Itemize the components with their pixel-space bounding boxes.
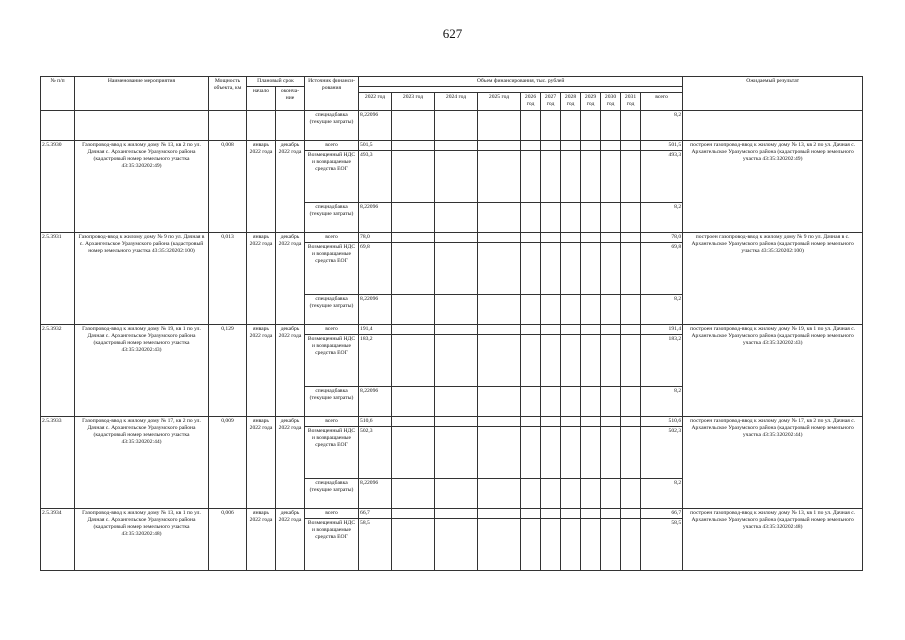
empty-year-cell	[621, 335, 641, 387]
value-total: 8,2	[641, 111, 683, 141]
empty-year-cell	[521, 479, 541, 509]
empty-year-cell	[561, 203, 581, 233]
empty-year-cell	[521, 233, 541, 243]
header-year: 2031 год	[621, 93, 641, 111]
entry-name: Газопровод-ввод к жилому дому № 13, кв 1 по ул. Дачная с. Архангельское Уразумского района (кадастровый номер земельного участка 43:35:320202:48)	[75, 509, 209, 571]
table-row	[41, 417, 863, 427]
header-year: 2024 год	[435, 93, 478, 111]
source-cell: всего	[305, 509, 359, 519]
empty-year-cell	[541, 417, 561, 427]
value-total: 501,5	[641, 141, 683, 151]
empty-year-cell	[621, 243, 641, 295]
value-total: 493,3	[641, 151, 683, 203]
empty-year-cell	[621, 519, 641, 571]
empty-year-cell	[581, 295, 601, 325]
table-row	[41, 141, 863, 151]
empty-year-cell	[601, 325, 621, 335]
header-num: № п/п	[41, 77, 75, 111]
value-2022: 69,8	[359, 243, 392, 295]
header-start: начало	[247, 87, 276, 111]
entry-name: Газопровод-ввод к жилому дому № 9 по ул. Дачная в с. Архангельское Уразумского района (кадастровый номер земельного участка 43:35:320202:100)	[75, 233, 209, 325]
empty-year-cell	[541, 387, 561, 417]
empty-year-cell	[621, 295, 641, 325]
entry-result: построен газопровод-ввод к жилому дому № 13, кв 1 по ул. Дачная с. Архангельское Уразумского района (кадастровый номер земельного участка 43:35:320202:48)	[683, 509, 863, 571]
source-cell: спецнадбавка (текущие затраты)	[305, 387, 359, 417]
value-2022: 493,3	[359, 151, 392, 203]
source-cell: спецнадбавка (текущие затраты)	[305, 203, 359, 233]
empty-year-cell	[435, 427, 478, 479]
continuation-row	[41, 111, 863, 141]
empty-year-cell	[478, 387, 521, 417]
empty-year-cell	[435, 233, 478, 243]
empty-year-cell	[392, 427, 435, 479]
empty-year-cell	[541, 151, 561, 203]
header-result: Ожидаемый результат	[683, 77, 863, 111]
entry-start: январь 2022 года	[247, 417, 276, 509]
empty-year-cell	[601, 203, 621, 233]
empty-year-cell	[392, 141, 435, 151]
empty-year-cell	[435, 479, 478, 509]
empty-year-cell	[435, 387, 478, 417]
empty-year-cell	[581, 427, 601, 479]
entry-result: построен газопровод-ввод к жилому дому № 9 по ул. Дачная в с. Архангельское Уразумского района (кадастровый номер земельного участка 43:35:320202:100)	[683, 233, 863, 325]
empty-year-cell	[581, 203, 601, 233]
value-total: 191,4	[641, 325, 683, 335]
entry-capacity: 0,013	[209, 233, 247, 325]
value-total: 69,8	[641, 243, 683, 295]
value-total: 66,7	[641, 509, 683, 519]
empty-year-cell	[601, 387, 621, 417]
table-row	[41, 509, 863, 519]
value-2022: 8,22096	[359, 111, 392, 141]
empty-year-cell	[601, 295, 621, 325]
page-number: 627	[442, 26, 463, 41]
empty-year-cell	[435, 519, 478, 571]
empty-year-cell	[561, 479, 581, 509]
entry-num: 2.5.3934	[41, 509, 75, 571]
value-total: 8,2	[641, 203, 683, 233]
empty-year-cell	[478, 335, 521, 387]
financing-table	[40, 76, 863, 571]
empty-year-cell	[392, 519, 435, 571]
empty-year-cell	[561, 325, 581, 335]
empty-year-cell	[601, 233, 621, 243]
header-term: Плановый срок	[247, 77, 305, 87]
entry-num: 2.5.3933	[41, 417, 75, 509]
empty-year-cell	[581, 417, 601, 427]
header-capacity: Мощность объекта, км	[209, 77, 247, 111]
empty-year-cell	[392, 243, 435, 295]
empty-year-cell	[621, 509, 641, 519]
header-year: 2028 год	[561, 93, 581, 111]
table-row	[41, 325, 863, 335]
empty-year-cell	[392, 509, 435, 519]
entry-capacity: 0,008	[209, 141, 247, 233]
empty-year-cell	[435, 295, 478, 325]
empty-year-cell	[561, 509, 581, 519]
empty-year-cell	[478, 295, 521, 325]
empty-year-cell	[521, 417, 541, 427]
source-cell: всего	[305, 325, 359, 335]
empty-year-cell	[581, 387, 601, 417]
entry-end: декабрь 2022 года	[276, 233, 305, 325]
empty-year-cell	[621, 325, 641, 335]
empty-year-cell	[521, 427, 541, 479]
source-cell: всего	[305, 141, 359, 151]
empty-year-cell	[521, 509, 541, 519]
entry-start: январь 2022 года	[247, 325, 276, 417]
value-2022: 510,6	[359, 417, 392, 427]
empty-year-cell	[561, 295, 581, 325]
source-cell: Возмещенный НДС и возвращаемые средства ЕОГ	[305, 427, 359, 479]
empty-year-cell	[601, 335, 621, 387]
header-year: 2030 год	[601, 93, 621, 111]
header-total: всего	[641, 93, 683, 111]
empty-year-cell	[601, 243, 621, 295]
empty-year-cell	[601, 519, 621, 571]
empty-year-cell	[621, 427, 641, 479]
empty-year-cell	[478, 427, 521, 479]
value-2022: 8,22096	[359, 479, 392, 509]
empty-year-cell	[581, 509, 601, 519]
empty-year-cell	[561, 233, 581, 243]
entry-num: 2.5.3930	[41, 141, 75, 233]
entry-result: построен газопровод-ввод к жилому дому № 19, кв 1 по ул. Дачная с. Архангельское Уразумского района (кадастровый номер земельного участка 43:35:320202:43)	[683, 325, 863, 417]
source-cell: Возмещенный НДС и возвращаемые средства ЕОГ	[305, 243, 359, 295]
empty-year-cell	[581, 519, 601, 571]
empty-year-cell	[601, 479, 621, 509]
header-year: 2022 год	[359, 93, 392, 111]
value-2022: 501,5	[359, 141, 392, 151]
empty-year-cell	[521, 151, 541, 203]
empty-year-cell	[521, 295, 541, 325]
empty-year-cell	[601, 417, 621, 427]
empty-year-cell	[581, 325, 601, 335]
empty-year-cell	[601, 509, 621, 519]
empty-year-cell	[435, 203, 478, 233]
empty-year-cell	[621, 203, 641, 233]
source-cell: всего	[305, 233, 359, 243]
entry-start: январь 2022 года	[247, 233, 276, 325]
table-row	[41, 233, 863, 243]
empty-year-cell	[478, 233, 521, 243]
empty-year-cell	[521, 243, 541, 295]
empty-year-cell	[541, 141, 561, 151]
empty-year-cell	[581, 243, 601, 295]
header-year: 2023 год	[392, 93, 435, 111]
empty-year-cell	[541, 519, 561, 571]
entry-start: январь 2022 года	[247, 141, 276, 233]
entry-result: построен газопровод-ввод к жилому дому № 13, кв 2 по ул. Дачная с. Архангельское Уразумского района (кадастровый номер земельного участка 43:35:320202:49)	[683, 141, 863, 233]
entry-name: Газопровод-ввод к жилому дому № 13, кв 2 по ул. Дачная с. Архангельское Уразумского района (кадастровый номер земельного участка 43:35:320202:49)	[75, 141, 209, 233]
empty-year-cell	[478, 479, 521, 509]
empty-year-cell	[621, 141, 641, 151]
source-cell: всего	[305, 417, 359, 427]
value-total: 510,6	[641, 417, 683, 427]
empty-year-cell	[541, 427, 561, 479]
empty-year-cell	[392, 233, 435, 243]
empty-year-cell	[392, 203, 435, 233]
empty-year-cell	[561, 335, 581, 387]
empty-year-cell	[581, 233, 601, 243]
value-total: 183,2	[641, 335, 683, 387]
value-2022: 58,5	[359, 519, 392, 571]
empty-year-cell	[392, 151, 435, 203]
empty-year-cell	[541, 335, 561, 387]
entry-start: январь 2022 года	[247, 509, 276, 571]
entry-num: 2.5.3932	[41, 325, 75, 417]
source-cell: спецнадбавка (текущие затраты)	[305, 295, 359, 325]
empty-year-cell	[435, 417, 478, 427]
empty-year-cell	[621, 387, 641, 417]
empty-year-cell	[478, 417, 521, 427]
empty-year-cell	[392, 417, 435, 427]
empty-year-cell	[521, 387, 541, 417]
header-year: 2027 год	[541, 93, 561, 111]
header-year: 2029 год	[581, 93, 601, 111]
header-year: 2025 год	[478, 93, 521, 111]
empty-year-cell	[392, 335, 435, 387]
empty-year-cell	[581, 479, 601, 509]
empty-year-cell	[392, 325, 435, 335]
value-2022: 191,4	[359, 325, 392, 335]
empty-year-cell	[521, 335, 541, 387]
header-name: Наименование мероприятия	[75, 77, 209, 111]
empty-year-cell	[478, 203, 521, 233]
empty-year-cell	[561, 387, 581, 417]
empty-year-cell	[541, 243, 561, 295]
value-total: 58,5	[641, 519, 683, 571]
entry-end: декабрь 2022 года	[276, 325, 305, 417]
value-2022: 8,22096	[359, 203, 392, 233]
entry-end: декабрь 2022 года	[276, 509, 305, 571]
source-cell: спецнадбавка (текущие затраты)	[305, 111, 359, 141]
empty-year-cell	[435, 151, 478, 203]
empty-year-cell	[478, 243, 521, 295]
empty-year-cell	[621, 417, 641, 427]
empty-year-cell	[541, 479, 561, 509]
empty-year-cell	[581, 335, 601, 387]
empty-year-cell	[601, 141, 621, 151]
header-volume: Объем финансирования, тыс. рублей	[359, 77, 683, 87]
empty-year-cell	[561, 151, 581, 203]
entry-end: декабрь 2022 года	[276, 417, 305, 509]
empty-year-cell	[478, 325, 521, 335]
empty-year-cell	[478, 151, 521, 203]
empty-year-cell	[435, 243, 478, 295]
value-2022: 502,3	[359, 427, 392, 479]
empty-year-cell	[392, 479, 435, 509]
empty-year-cell	[392, 295, 435, 325]
source-cell: Возмещенный НДС и возвращаемые средства ЕОГ	[305, 335, 359, 387]
entry-num: 2.5.3931	[41, 233, 75, 325]
empty-year-cell	[581, 141, 601, 151]
entry-name: Газопровод-ввод к жилому дому № 19, кв 1 по ул. Дачная с. Архангельское Уразумского района (кадастровый номер земельного участка 43:35:320202:43)	[75, 325, 209, 417]
empty-year-cell	[561, 243, 581, 295]
empty-year-cell	[435, 325, 478, 335]
entry-name: Газопровод-ввод к жилому дому № 17, кв 2 по ул. Дачная с. Архангельское Уразумского района (кадастровый номер земельного участка 43:35:320202:44)	[75, 417, 209, 509]
entry-capacity: 0,006	[209, 509, 247, 571]
empty-year-cell	[601, 151, 621, 203]
empty-year-cell	[561, 519, 581, 571]
empty-year-cell	[561, 427, 581, 479]
header-year: 2026 год	[521, 93, 541, 111]
value-2022: 8,22096	[359, 387, 392, 417]
value-total: 502,3	[641, 427, 683, 479]
empty-year-cell	[561, 417, 581, 427]
empty-year-cell	[521, 519, 541, 571]
empty-year-cell	[435, 509, 478, 519]
empty-year-cell	[541, 509, 561, 519]
source-cell: Возмещенный НДС и возвращаемые средства ЕОГ	[305, 151, 359, 203]
value-total: 8,2	[641, 479, 683, 509]
empty-year-cell	[561, 141, 581, 151]
empty-year-cell	[521, 141, 541, 151]
empty-year-cell	[541, 295, 561, 325]
empty-year-cell	[541, 203, 561, 233]
header-end: оконча- ние	[276, 87, 305, 111]
value-2022: 8,22096	[359, 295, 392, 325]
empty-year-cell	[621, 151, 641, 203]
empty-year-cell	[581, 151, 601, 203]
empty-year-cell	[435, 335, 478, 387]
empty-year-cell	[601, 427, 621, 479]
empty-year-cell	[392, 387, 435, 417]
value-total: 8,2	[641, 295, 683, 325]
empty-year-cell	[478, 141, 521, 151]
empty-year-cell	[521, 203, 541, 233]
empty-year-cell	[478, 519, 521, 571]
empty-year-cell	[621, 233, 641, 243]
entry-end: декабрь 2022 года	[276, 141, 305, 233]
empty-year-cell	[478, 509, 521, 519]
empty-year-cell	[621, 479, 641, 509]
empty-year-cell	[435, 141, 478, 151]
empty-year-cell	[541, 325, 561, 335]
value-2022: 66,7	[359, 509, 392, 519]
empty-year-cell	[521, 325, 541, 335]
header-source: Источник финанси- рования	[305, 77, 359, 111]
value-2022: 183,2	[359, 335, 392, 387]
entry-capacity: 0,009	[209, 417, 247, 509]
value-2022: 78,0	[359, 233, 392, 243]
source-cell: спецнадбавка (текущие затраты)	[305, 479, 359, 509]
source-cell: Возмещенный НДС и возвращаемые средства ЕОГ	[305, 519, 359, 571]
entry-capacity: 0,129	[209, 325, 247, 417]
entry-result: построен газопровод-ввод к жилому дому № 17, кв 2 по ул. Дачная с. Архангельское Уразумского района (кадастровый номер земельного участка 43:35:320202:44)	[683, 417, 863, 509]
value-total: 78,0	[641, 233, 683, 243]
value-total: 8,2	[641, 387, 683, 417]
empty-year-cell	[541, 233, 561, 243]
